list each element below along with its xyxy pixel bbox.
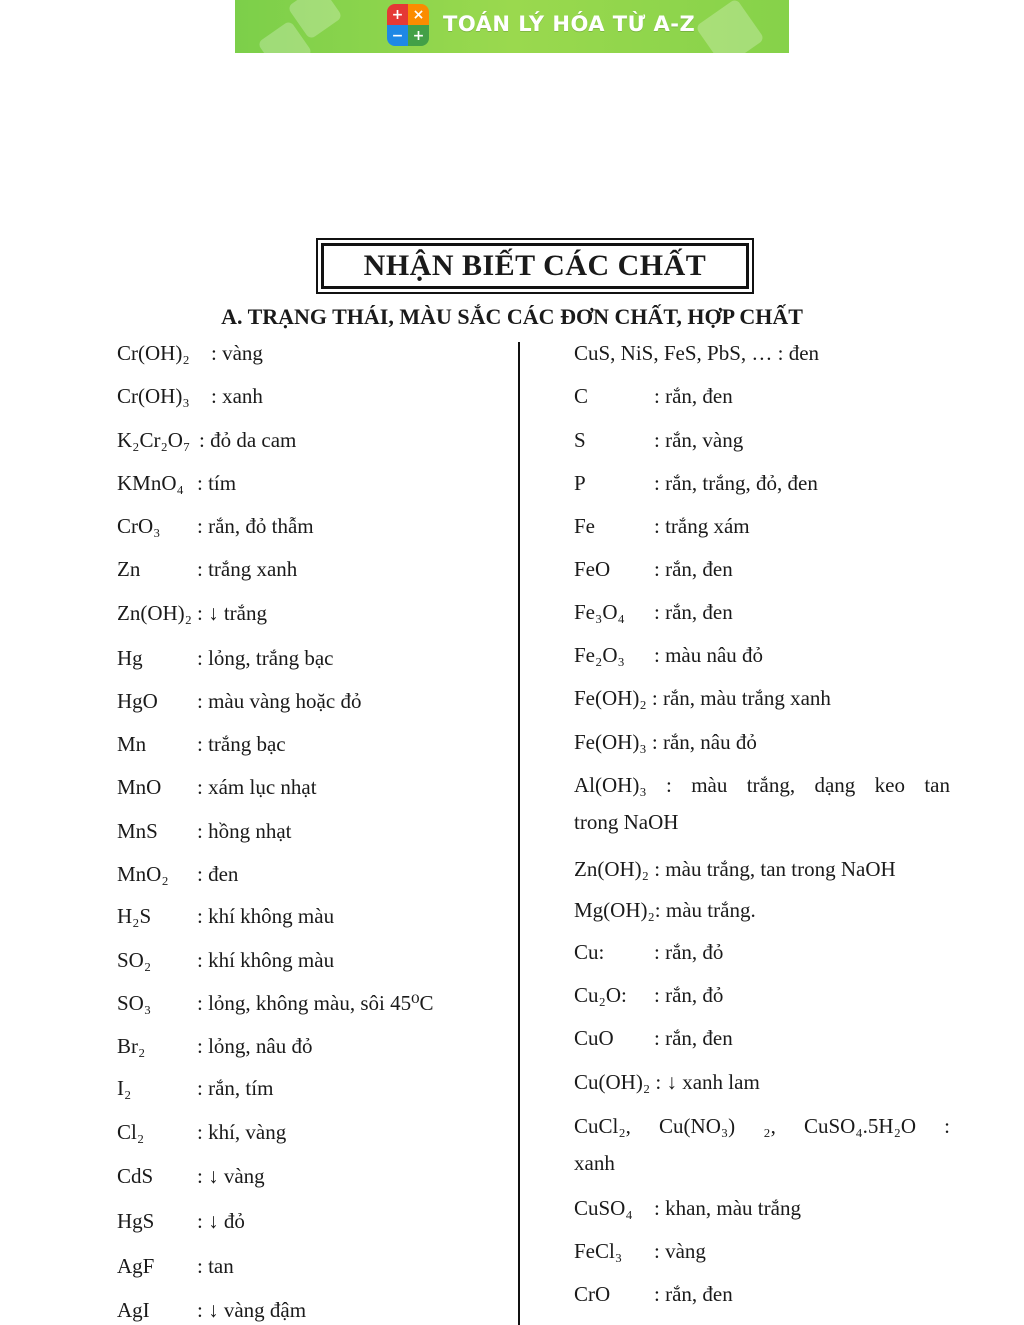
description: : khí không màu — [197, 904, 335, 928]
list-item — [574, 857, 896, 882]
description: : khí, vàng — [197, 1120, 287, 1144]
formula: Mn — [117, 732, 147, 756]
list-item — [117, 1164, 265, 1189]
description: : rắn, đỏ — [654, 983, 724, 1007]
list-item — [574, 730, 757, 755]
description: : xanh — [211, 384, 263, 408]
formula: SO₂ — [117, 948, 152, 972]
list-item — [117, 471, 237, 496]
list-item — [574, 1070, 760, 1095]
description: : rắn, đen — [654, 557, 733, 581]
formula: HgO — [117, 689, 158, 713]
logo-tile: × — [408, 4, 429, 25]
list-item — [574, 1114, 950, 1176]
formula: CuO — [574, 1026, 614, 1050]
description: : rắn, trắng, đỏ, đen — [654, 471, 818, 495]
list-item — [117, 557, 298, 582]
description-continued: trong NaOH — [574, 810, 679, 834]
list-item — [117, 1034, 313, 1059]
description-continued: xanh — [574, 1151, 615, 1175]
formula: KMnO₄ — [117, 471, 184, 495]
formula: MnO₂ — [117, 862, 169, 886]
formula: AgF — [117, 1254, 155, 1278]
formula: P — [574, 471, 586, 495]
list-item — [574, 600, 733, 625]
formula: FeO — [574, 557, 611, 581]
list-item — [574, 341, 819, 366]
formula: Zn — [117, 557, 141, 581]
description: : màu nâu đỏ — [654, 643, 764, 667]
formula: CrO — [574, 1282, 611, 1306]
formula: SO₃ — [117, 991, 152, 1015]
formula: FeCl₃ — [574, 1239, 623, 1263]
description: : ↓ vàng đậm — [197, 1298, 307, 1322]
formula: Fe(OH)₂ : rắn, màu trắng xanh — [574, 686, 831, 710]
description: : rắn, vàng — [654, 428, 744, 452]
description: : rắn, đỏ — [654, 940, 724, 964]
list-item — [117, 341, 263, 366]
description: : trắng bạc — [197, 732, 286, 756]
column-divider — [518, 342, 520, 1325]
formula: CdS — [117, 1164, 154, 1188]
formula: CrO₃ — [117, 514, 161, 538]
formula: Fe — [574, 514, 595, 538]
description: : khí không màu — [197, 948, 335, 972]
list-item — [117, 1209, 245, 1234]
formula: Mg(OH)₂: màu trắng. — [574, 898, 756, 922]
description: : lỏng, không màu, sôi 45⁰C — [197, 991, 434, 1015]
list-item — [574, 1282, 733, 1307]
list-item — [117, 862, 239, 887]
list-item — [574, 773, 950, 835]
formula: Hg — [117, 646, 143, 670]
formula: Cr(OH)₂ — [117, 341, 190, 365]
description: : rắn, đen — [654, 384, 733, 408]
list-item — [117, 601, 267, 626]
list-item — [574, 686, 831, 711]
formula: Cu(OH)₂ : ↓ xanh lam — [574, 1070, 760, 1094]
list-item — [574, 1026, 733, 1051]
formula: K₂Cr₂O₇ — [117, 428, 191, 452]
logo-tile: + — [387, 4, 408, 25]
list-item — [574, 471, 818, 496]
formula: Zn(OH)₂ : màu trắng, tan trong NaOH — [574, 857, 896, 881]
list-item — [574, 514, 750, 539]
formula: Br₂ — [117, 1034, 146, 1058]
formula: CuS, NiS, FeS, PbS, … : đen — [574, 341, 820, 365]
list-item — [574, 428, 744, 453]
formula: I₂ — [117, 1076, 132, 1100]
list-item — [117, 1120, 287, 1145]
list-item — [117, 732, 286, 757]
formula: Cr(OH)₃ — [117, 384, 190, 408]
formula: Zn(OH)₂ — [117, 601, 192, 625]
list-item — [117, 1254, 234, 1279]
description: : vàng — [211, 341, 263, 365]
document-title: NHẬN BIẾT CÁC CHẤT — [321, 243, 749, 289]
list-item — [117, 428, 297, 453]
description: : hồng nhạt — [197, 819, 292, 843]
logo-tile: + — [408, 25, 429, 46]
formula: Cu: — [574, 940, 605, 964]
description: : đen — [197, 862, 239, 886]
list-item — [574, 1239, 706, 1264]
section-title: A. TRẠNG THÁI, MÀU SẮC CÁC ĐƠN CHẤT, HỢP CHẤT — [221, 304, 803, 329]
description: : tím — [197, 471, 237, 495]
list-item — [574, 983, 724, 1008]
list-item — [574, 643, 764, 668]
list-item — [117, 948, 335, 973]
list-item — [117, 384, 263, 409]
formula: Cu₂O: — [574, 983, 627, 1007]
list-item — [574, 940, 724, 965]
formula: HgS — [117, 1209, 155, 1233]
description: : lỏng, trắng bạc — [197, 646, 334, 670]
description: : ↓ vàng — [197, 1164, 265, 1188]
description: : đỏ da cam — [199, 428, 297, 452]
formula: Al(OH)₃ : màu trắng, dạng keo tan — [574, 773, 950, 797]
formula: CuSO₄ — [574, 1196, 633, 1220]
description: : rắn, đỏ thẫm — [197, 514, 314, 538]
list-item — [117, 514, 314, 539]
formula: Fe₂O₃ — [574, 643, 625, 667]
formula: AgI — [117, 1298, 150, 1322]
document-title-box — [316, 238, 754, 294]
formula: Fe₃O₄ — [574, 600, 625, 624]
list-item — [117, 646, 334, 671]
description: : tan — [197, 1254, 234, 1278]
formula: CuCl₂, Cu(NO₃) ₂, CuSO₄.5H₂O : — [574, 1114, 950, 1138]
list-item — [117, 775, 317, 800]
description: : màu vàng hoặc đỏ — [197, 689, 362, 713]
description: : xám lục nhạt — [197, 775, 317, 799]
description: : lỏng, nâu đỏ — [197, 1034, 313, 1058]
formula: MnO — [117, 775, 162, 799]
description: : trắng xanh — [197, 557, 298, 581]
calculator-icon — [695, 0, 765, 53]
description: : ↓ trắng — [197, 601, 267, 625]
description: : khan, màu trắng — [654, 1196, 801, 1220]
list-item — [574, 384, 733, 409]
formula: H₂S — [117, 904, 152, 928]
logo-tile: − — [387, 25, 408, 46]
description: : rắn, tím — [197, 1076, 274, 1100]
list-item — [117, 991, 434, 1016]
list-item — [117, 819, 292, 844]
description: : ↓ đỏ — [197, 1209, 245, 1233]
formula: Fe(OH)₃ : rắn, nâu đỏ — [574, 730, 757, 754]
list-item — [117, 689, 362, 714]
header-banner[interactable] — [235, 0, 789, 53]
description: : rắn, đen — [654, 600, 733, 624]
formula: C — [574, 384, 589, 408]
list-item — [117, 904, 335, 929]
description: : rắn, đen — [654, 1026, 733, 1050]
description: : trắng xám — [654, 514, 750, 538]
app-logo-icon — [387, 4, 429, 46]
list-item — [574, 898, 756, 923]
list-item — [574, 1196, 801, 1221]
formula: Cl₂ — [117, 1120, 145, 1144]
list-item — [117, 1076, 274, 1101]
formula: MnS — [117, 819, 158, 843]
formula: S — [574, 428, 586, 452]
description: : vàng — [654, 1239, 706, 1263]
banner-title: TOÁN LÝ HÓA TỪ A-Z — [443, 12, 696, 36]
list-item — [574, 557, 733, 582]
description: : rắn, đen — [654, 1282, 733, 1306]
list-item — [117, 1298, 307, 1323]
